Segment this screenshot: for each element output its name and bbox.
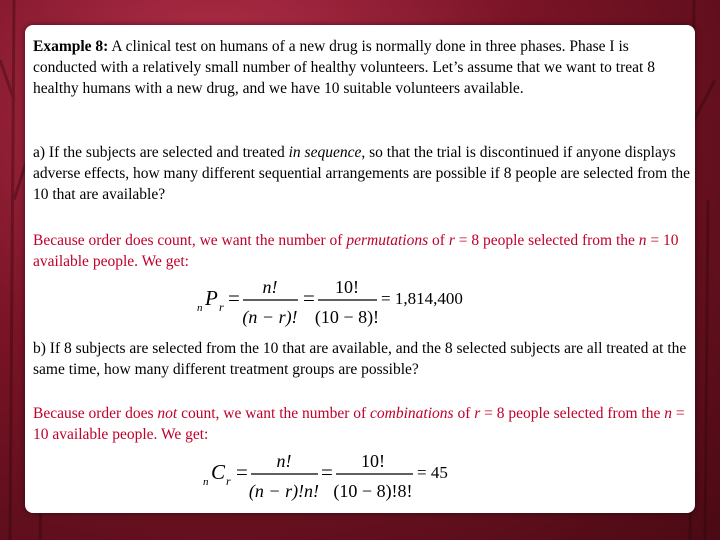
comb-equals-2: = bbox=[321, 460, 333, 484]
perm-frac2-numerator: 10! bbox=[335, 277, 359, 297]
part-a-answer-n: n bbox=[638, 232, 647, 249]
part-a-question bbox=[33, 142, 693, 205]
part-a-answer bbox=[33, 230, 693, 272]
part-b-answer-text-5: = 10 available people. We get: bbox=[33, 405, 685, 443]
part-b-answer-text-2: count, we want the number of bbox=[177, 405, 371, 422]
part-b-answer-not: not bbox=[157, 405, 178, 422]
part-a-question-italic: in sequence bbox=[288, 144, 362, 161]
perm-frac1-numerator: n! bbox=[262, 277, 278, 297]
part-a-question-text-1: a) If the subjects are selected and treated bbox=[33, 144, 289, 161]
part-a-answer-italic: permutations bbox=[346, 232, 429, 249]
permutation-formula bbox=[195, 275, 495, 331]
part-a-answer-text-4: = 10 available people. We get: bbox=[33, 232, 679, 270]
part-b-answer-r: r bbox=[474, 405, 481, 422]
comb-frac1-denominator: (n − r)!n! bbox=[248, 481, 320, 501]
example-label: Example 8: bbox=[33, 38, 109, 55]
part-a-answer-text-1: Because order does count, we want the number of bbox=[33, 232, 347, 249]
part-b-question bbox=[33, 338, 693, 380]
part-a-answer-text-2: of bbox=[428, 232, 449, 249]
comb-lhs-main: C bbox=[211, 460, 226, 484]
comb-lhs-sub: r bbox=[226, 474, 231, 488]
perm-equals-1: = bbox=[228, 286, 240, 310]
part-b-question-text: b) If 8 subjects are selected from the 10 that are available, and the 8 selected subjects are all treated at the same time, how many different treatment groups are possible? bbox=[33, 340, 687, 378]
perm-lhs-sub: r bbox=[219, 300, 224, 314]
comb-lhs-pre: n bbox=[203, 476, 209, 488]
example-text: A clinical test on humans of a new drug is normally done in three phases. Phase I is conducted with a relatively small number of healthy volunteers. Let’s assume that we want to treat 8 healthy humans with a new drug, and we have 10 suitable volunteers available. bbox=[33, 38, 655, 97]
perm-lhs-main: P bbox=[205, 286, 218, 310]
comb-frac2-numerator: 10! bbox=[361, 451, 385, 471]
perm-lhs-pre: n bbox=[197, 302, 203, 314]
part-b-answer-text-4: = 8 people selected from the bbox=[480, 405, 665, 422]
perm-result: = 1,814,400 bbox=[381, 289, 463, 308]
part-b-answer-italic: combinations bbox=[370, 405, 454, 422]
comb-frac1-numerator: n! bbox=[276, 451, 292, 471]
part-b-answer bbox=[33, 403, 693, 445]
part-a-answer-text-3: = 8 people selected from the bbox=[454, 232, 639, 249]
comb-equals-1: = bbox=[236, 460, 248, 484]
part-b-answer-text-1: Because order does bbox=[33, 405, 158, 422]
perm-frac1-denominator: (n − r)! bbox=[242, 307, 298, 327]
combination-formula bbox=[201, 449, 501, 505]
perm-equals-2: = bbox=[303, 286, 315, 310]
part-b-answer-n: n bbox=[664, 405, 672, 422]
part-a-question-text-2: , so that the trial is discontinued if anyone displays adverse effects, how many different sequential arrangements are possible if 8 people are selected from the 10 that are available? bbox=[33, 144, 691, 203]
example-intro-paragraph bbox=[33, 36, 693, 99]
part-a-answer-r: r bbox=[448, 232, 455, 249]
comb-frac2-denominator: (10 − 8)!8! bbox=[333, 481, 413, 501]
slide-content-panel bbox=[25, 25, 695, 513]
part-b-answer-text-3: of bbox=[453, 405, 475, 422]
comb-result: = 45 bbox=[417, 463, 448, 482]
perm-frac2-denominator: (10 − 8)! bbox=[314, 307, 380, 327]
